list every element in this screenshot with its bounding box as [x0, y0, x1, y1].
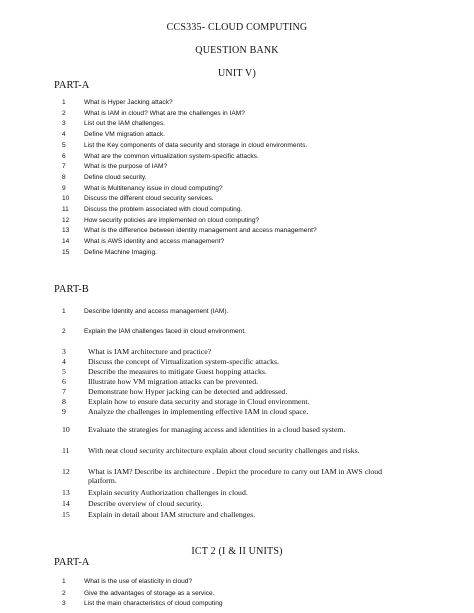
question-number: 11 — [62, 446, 70, 455]
question-text: Describe the measures to mitigate Guest hopping attacks. — [88, 367, 267, 376]
question-text: Discuss the different cloud security services. — [84, 195, 214, 203]
question-number: 1 — [62, 308, 66, 315]
question-number: 3 — [62, 600, 66, 607]
question-number: 6 — [62, 377, 66, 386]
part-b-heading: PART-B — [54, 284, 89, 295]
question-number: 2 — [62, 328, 66, 335]
question-text: Demonstrate how Hyper jacking can be detected and addressed. — [88, 387, 288, 396]
question-number: 8 — [62, 397, 66, 406]
question-text: Describe overview of cloud security. — [88, 499, 203, 508]
question-number: 15 — [62, 510, 70, 519]
question-number: 10 — [62, 425, 70, 434]
question-text: Explain how to ensure data security and storage in Cloud environment. — [88, 397, 310, 406]
question-number: 14 — [62, 238, 70, 246]
unit-title: UNIT V) — [218, 68, 256, 79]
question-text: What is the purpose of IAM? — [84, 163, 168, 171]
question-text: Describe Identity and access management (IAM). — [84, 308, 229, 315]
question-number: 13 — [62, 488, 70, 497]
question-text: Explain in detail about IAM structure and challenges. — [88, 510, 256, 519]
question-text: What is IAM? Describe its architecture . Depict the procedure to carry out IAM in AWS cloud platform. — [88, 467, 383, 485]
question-number: 15 — [62, 248, 70, 256]
question-text: What are the common virtualization system-specific attacks. — [84, 152, 259, 160]
question-number: 9 — [62, 184, 66, 192]
question-number: 4 — [62, 131, 66, 139]
question-number: 7 — [62, 163, 66, 171]
question-number: 3 — [62, 120, 66, 128]
question-number: 8 — [62, 173, 66, 181]
question-text: What is IAM architecture and practice? — [88, 347, 212, 356]
question-number: 6 — [62, 152, 66, 160]
question-number: 5 — [62, 141, 66, 149]
question-text: What is the use of elasticity in cloud? — [84, 578, 193, 585]
question-text: Give the advantages of storage as a service. — [84, 590, 215, 597]
question-number: 2 — [62, 590, 66, 597]
question-number: 1 — [62, 99, 66, 106]
question-text: Define Machine Imaging. — [84, 248, 157, 256]
question-text: Evaluate the strategies for managing access and identities in a cloud based system. — [88, 425, 346, 434]
question-bank-title: QUESTION BANK — [195, 45, 279, 56]
question-number: 12 — [62, 467, 70, 476]
ict-part-a-heading: PART-A — [54, 557, 90, 568]
question-number: 12 — [62, 216, 70, 224]
question-number: 9 — [62, 407, 66, 416]
question-number: 5 — [62, 367, 66, 376]
question-text: Explain security Authorization challenges in cloud. — [88, 488, 248, 497]
question-number: 13 — [62, 227, 70, 235]
question-text: How security policies are implemented on cloud computing? — [84, 216, 260, 224]
question-text: Define cloud security. — [84, 173, 147, 181]
question-number: 14 — [62, 499, 70, 508]
question-text: What is IAM in cloud? What are the challenges in IAM? — [84, 109, 245, 117]
question-number: 7 — [62, 387, 66, 396]
question-number: 1 — [62, 578, 66, 585]
question-number: 2 — [62, 109, 66, 117]
question-text: List the main characteristics of cloud computing — [84, 600, 223, 607]
question-text: Discuss the problem associated with cloud computing. — [84, 206, 243, 213]
ict-title: ICT 2 (I & II UNITS) — [191, 546, 283, 557]
question-text: What is the difference between identity management and access management? — [84, 227, 317, 235]
question-text: List out the IAM challenges. — [84, 120, 166, 128]
part-a-heading: PART-A — [54, 80, 90, 91]
question-text: Explain the IAM challenges faced in cloud environment. — [84, 328, 247, 335]
question-number: 11 — [62, 206, 69, 213]
question-text: Illustrate how VM migration attacks can be prevented. — [88, 377, 259, 386]
question-text: List the Key components of data security and storage in cloud environments. — [84, 141, 308, 149]
question-text: Define VM migration attack. — [84, 131, 165, 139]
course-title: CCS335- CLOUD COMPUTING — [166, 22, 308, 33]
question-text: What is AWS identity and access management? — [84, 238, 225, 246]
question-text: What is Multitenancy issue in cloud computing? — [84, 184, 223, 192]
question-text: With neat cloud security architecture explain about cloud security challenges and risks. — [88, 446, 360, 455]
question-text: Discuss the concept of Virtualization system-specific attacks. — [88, 357, 280, 366]
question-number: 4 — [62, 357, 66, 366]
question-text: What is Hyper Jacking attack? — [84, 99, 173, 106]
question-number: 3 — [62, 347, 66, 356]
question-number: 10 — [62, 195, 70, 203]
question-text: Analyze the challenges in implementing effective IAM in cloud space. — [88, 407, 309, 416]
